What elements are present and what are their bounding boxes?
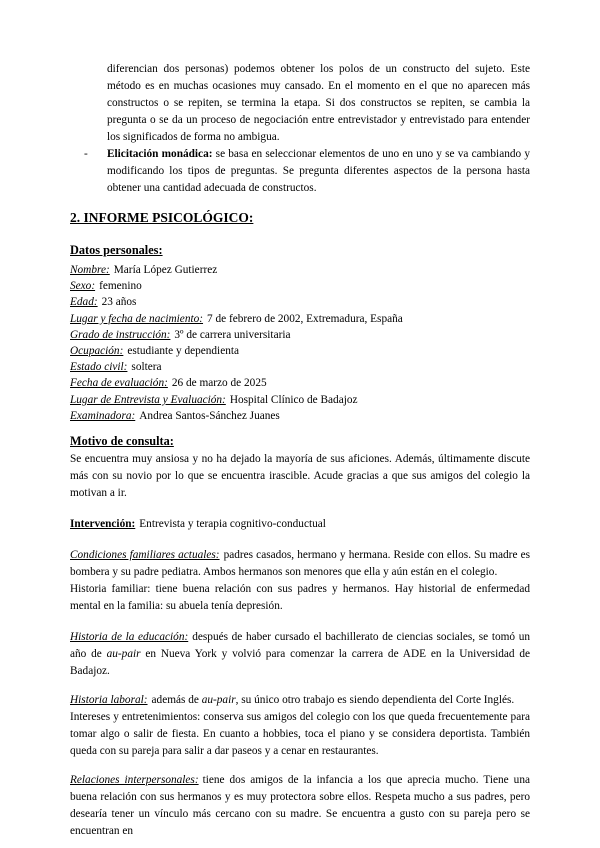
laboral-label: Historia laboral: [70,694,148,707]
laboral-text-after: , su único otro trabajo es siendo dependienta del Corte Inglés. [235,694,515,707]
field-value: Hospital Clínico de Badajoz [229,393,358,406]
bullet-list [84,61,530,197]
intervencion-text: Entrevista y terapia cognitivo-conductual [139,518,326,531]
field-label: Nombre: [70,264,110,276]
educacion-text-before: después de haber cursado el bachillerato de ciencias sociales, se tomó un año de [70,631,530,661]
field-label: Grado de instrucción: [70,328,171,341]
consulta-paragraph: Se encuentra muy ansiosa y no ha dejado la mayoría de sus aficiones. Además, últimamente discute más con su novio por lo que se encuentra irascible. Acude gracias a que sus amigos del colegio la motivan a ir. [70,453,530,500]
intervencion-label: Intervención: [70,518,136,531]
field-sexo [70,278,530,294]
field-value: 26 de marzo de 2025 [171,377,267,390]
field-grado-instruccion [70,327,530,343]
field-nombre [70,262,530,278]
condiciones-label: Condiciones familiares actuales: [70,549,220,562]
main-heading: 2. INFORME PSICOLÓGICO: [70,210,254,225]
laboral-block [70,692,530,760]
personal-data-heading: Datos personales: [70,243,163,257]
laboral-italic-term: au-pair [201,694,236,707]
intereses-paragraph: Intereses y entretenimientos: conserva sus amigos del colegio con los que queda frecuentemente para tomar algo o salir de fiesta. En cuanto a hobbies, toca el piano y se considera deportista. También queda con su pareja para salir a dar paseos y a cenar en restaurantes. [70,711,530,758]
list-item-text [107,146,530,197]
field-label: Sexo: [70,280,96,293]
condiciones-block [70,547,530,615]
field-edad [70,294,530,310]
field-label: Fecha de evaluación: [70,377,168,390]
field-label: Lugar y fecha de nacimiento: [70,312,204,325]
educacion-italic-term: au-pair [106,648,141,661]
educacion-label: Historia de la educación: [70,631,189,644]
field-estado-civil [70,359,530,375]
field-label: Examinadora: [70,409,136,422]
intervencion-line [70,516,530,533]
field-label: Lugar de Entrevista y Evaluación: [70,393,226,406]
field-value: femenino [99,280,142,293]
relaciones-label: Relaciones interpersonales: [70,774,199,787]
bullet-dash-marker: - [84,148,88,160]
field-ocupacion [70,343,530,359]
laboral-text-before: además de [151,694,202,707]
bullet-term-label: Elicitación monádica: [107,148,213,160]
bullet-term-body: se basa en seleccionar elementos de uno en uno y se va cambiando y modificando los tipos de preguntas. Se pregunta diferentes aspectos de la persona hasta obtener una cantidad adecuada de constructos. [107,148,530,194]
educacion-block [70,629,530,680]
field-value: estudiante y dependienta [127,345,240,358]
field-value: María López Gutierrez [113,264,218,276]
relaciones-block [70,772,530,840]
field-label: Edad: [70,296,98,309]
field-value: 23 años [101,296,137,309]
laboral-paragraph [70,692,530,709]
condiciones-paragraph [70,547,530,581]
field-value: 7 de febrero de 2002, Extremadura, España [207,312,403,325]
educacion-text-after: en Nueva York y volvió para comenzar la carrera de ADE en la Universidad de Badajoz. [70,648,530,678]
field-lugar-entrevista [70,392,530,408]
educacion-paragraph [70,629,530,680]
field-lugar-fecha-nacimiento [70,311,530,327]
condiciones-text: padres casados, hermano y hermana. Reside con ellos. Su madre es bombera y su padre pediatra. Ambos hermanos son menores que ella y aún están en el colegio. [70,549,530,579]
field-value: 3º de carrera universitaria [174,328,291,341]
relaciones-paragraph [70,772,530,840]
personal-data-list [70,262,530,424]
field-value: soltera [131,361,162,374]
list-item-elicitacion [84,146,530,197]
relaciones-text: tiene dos amigos de la infancia a los que aprecia mucho. Tiene una buena relación con sus hermanos y es muy protectora sobre ellos. Respeta mucho a sus padres, pero desearía tener un vínculo más cercano con su madre. Se encuentra a gusto con su pareja pero se encuentran en [70,774,530,838]
consulta-heading: Motivo de consulta: [70,434,174,449]
field-label: Estado civil: [70,361,128,374]
field-value: Andrea Santos-Sánchez Juanes [139,409,280,422]
historia-familiar-paragraph: Historia familiar: tiene buena relación con sus padres y hermanos. Hay historial de enfermedad mental en la familia: su abuela tenía depresión. [70,583,530,613]
field-examinadora [70,408,530,424]
field-label: Ocupación: [70,345,124,358]
list-continuation-paragraph: diferencian dos personas) podemos obtener los polos de un constructo del sujeto. Este método es en muchas ocasiones muy cansado. En el momento en el que no aparecen más constructos o se repiten, se termina la etapa. Si dos constructos se repiten, se cambia la pregunta o se da un proceso de negociación entre entrevistador y entrevistado para entender los significados de forma no ambigua. [107,63,530,143]
field-fecha-evaluacion [70,375,530,391]
